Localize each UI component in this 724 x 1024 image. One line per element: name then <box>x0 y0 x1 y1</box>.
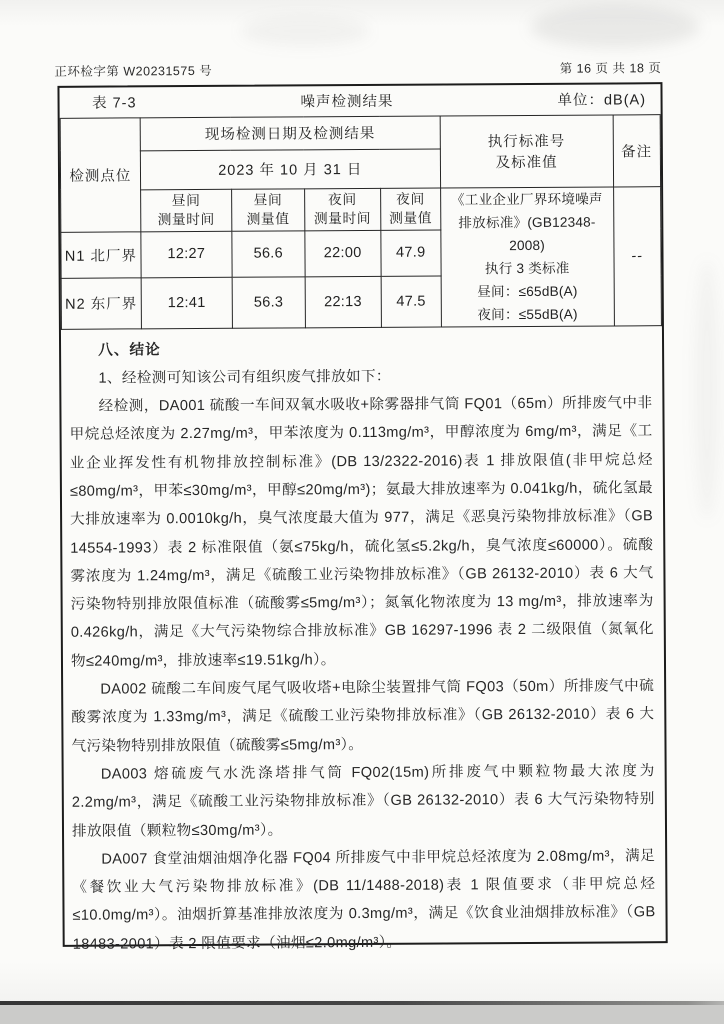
remark-value: -- <box>613 186 661 325</box>
col-header-group: 现场检测日期及检测结果 <box>140 116 440 151</box>
col-header-remark: 备注 <box>613 114 661 186</box>
night-value-cell: 47.9 <box>381 230 441 277</box>
col-header-standard: 执行标准号 及标准值 <box>440 114 613 187</box>
col-header-date: 2023 年 10 月 31 日 <box>140 149 440 190</box>
point-cell: N1 北厂界 <box>61 232 141 279</box>
conclusion-paragraph-da007: DA007 食堂油烟油烟净化器 FQ04 所排废气中非甲烷总烃浓度为 2.08mg/m³，满足《餐饮业大气污染物排放标准》(DB 11/1488-2018)表 1 限值要求（非甲烷总烃≤10.0mg/m³）。油烟折算基准排放浓度为 0.3mg/m³，满足《饮食业油烟排放标准》（GB 18483-2001）表 2 限值要求（油烟≤2.0mg/m³）。 <box>72 848 656 953</box>
standard-text: 《工业企业厂界环境噪声 排放标准》(GB12348-2008) 执行 3 类标准 昼间：≤65dB(A) 夜间：≤55dB(A) <box>440 186 614 326</box>
paper-bottom-edge <box>0 1001 724 1005</box>
night-value-cell: 47.5 <box>381 276 441 327</box>
col-header-night-value: 夜间 测量值 <box>380 188 440 231</box>
table-unit: 单位：dB(A) <box>557 92 647 110</box>
conclusion-paragraph-da002: DA002 硫酸二车间废气尾气吸收塔+电除尘装置排气筒 FQ03（50m）所排废气中硫酸雾浓度为 1.33mg/m³，满足《硫酸工业污染物排放标准》（GB 26132-2010）表 6 大气污染物特别排放限值（硫酸雾≤5mg/m³）。 <box>71 678 655 755</box>
conclusion-section <box>61 326 666 959</box>
col-header-night-time: 夜间 测量时间 <box>304 188 380 231</box>
day-value-cell: 56.6 <box>232 231 305 278</box>
report-number: 正环检字第 W20231575 号 <box>54 63 213 79</box>
conclusion-heading: 八、结论 <box>98 341 161 359</box>
conclusion-paragraph-da003: DA003 熔硫废气水洗涤塔排气筒 FQ02(15m)所排废气中颗粒物最大浓度为 2.2mg/m³，满足《硫酸工业污染物排放标准》（GB 26132-2010）表 6 大气污染物特别排放限值（颗粒物≤30mg/m³）。 <box>71 763 655 840</box>
night-time-cell: 22:00 <box>304 230 380 277</box>
table-title: 噪声检测结果 <box>300 94 394 111</box>
day-time-cell: 12:41 <box>141 277 232 328</box>
document-header <box>54 58 661 80</box>
col-header-point: 检测点位 <box>60 117 140 232</box>
col-header-day-time: 昼间 测量时间 <box>140 189 231 232</box>
table-label: 表 7-3 <box>92 95 137 112</box>
conclusion-paragraph-da001: 经检测，DA001 硫酸一车间双氧水吸收+除雾器排气筒 FQ01（65m）所排废气中非甲烷总烃浓度为 2.27mg/m³，甲苯浓度为 0.113mg/m³，甲醇浓度为 6mg/m³，满足《工业企业挥发性有机物排放控制标准》(DB 13/2322-2016)表 1 排放限值(非甲烷总烃≤80mg/m³，甲苯≤30mg/m³，甲醇≤20mg/m³)；氨最大排放速率为 0.041kg/h，硫化氢最大排放速率为 0.0010kg/h，臭气浓度最大值为 977，满足《恶臭污染物排放标准》（GB 14554-1993）表 2 标准限值（氨≤75kg/h，硫化氢≤5.2kg/h，臭气浓度≤60000）。硫酸雾浓度为 1.24mg/m³，满足《硫酸工业污染物排放标准》（GB 26132-2010）表 6 大气污染物特别排放限值标准（硫酸雾≤5mg/m³）；氮氧化物浓度为 13 mg/m³，排放速率为 0.426kg/h，满足《大气污染物综合排放标准》GB 16297-1996 表 2 二级限值（氮氧化物≤240mg/m³，排放速率≤19.51kg/h）。 <box>69 395 654 670</box>
table-title-bar <box>62 88 658 113</box>
page-indicator: 第 16 页 共 18 页 <box>559 61 662 76</box>
point-cell: N2 东厂界 <box>61 278 141 329</box>
night-time-cell: 22:13 <box>305 277 381 328</box>
col-header-day-value: 昼间 测量值 <box>232 188 305 231</box>
day-time-cell: 12:27 <box>141 231 232 278</box>
conclusion-intro: 1、经检测可知该公司有组织废气排放如下： <box>98 368 391 387</box>
content-box <box>57 82 667 953</box>
day-value-cell: 56.3 <box>232 277 305 328</box>
noise-results-table <box>59 84 661 329</box>
